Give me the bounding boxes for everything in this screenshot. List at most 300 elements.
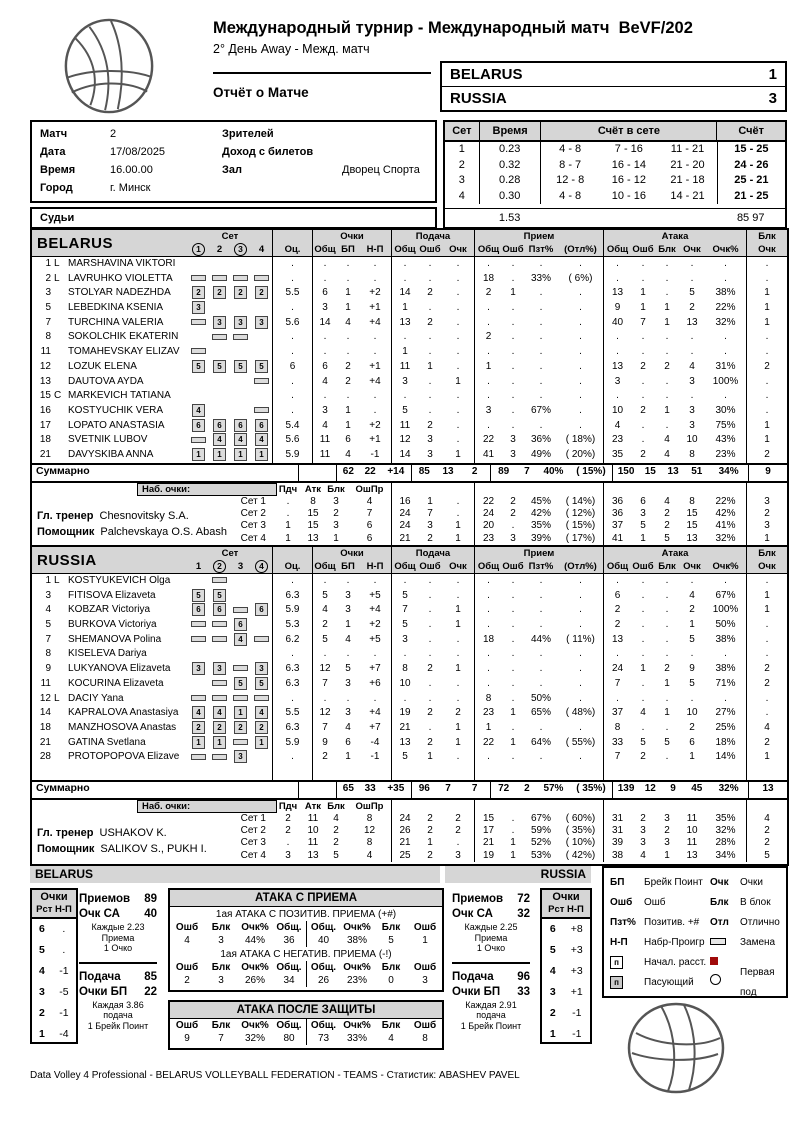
rotation-number: 1 xyxy=(38,1028,45,1040)
player-name: FITISOVA Elizaveta xyxy=(68,589,156,601)
reception-cell: 57% xyxy=(543,782,564,794)
first-serve-circle-icon: 2 xyxy=(213,560,226,573)
attack-cell: . xyxy=(665,604,669,616)
referees-box: Судьи xyxy=(30,207,437,229)
legend-description: Начал. расст. xyxy=(644,957,707,968)
player-set-cell xyxy=(188,736,209,751)
substitution-icon xyxy=(254,636,269,642)
attack-cell: 50% xyxy=(715,619,736,631)
attack-after-defense-title: АТАКА ПОСЛЕ ЗАЩИТЫ xyxy=(170,1002,442,1019)
attack-cell: . xyxy=(724,692,727,704)
attack-cell: 32% xyxy=(715,825,736,837)
points-cell: 6 xyxy=(345,434,351,446)
breakpoints-value: 22 xyxy=(144,985,157,998)
player-role: L xyxy=(54,272,60,284)
player-set-cell xyxy=(230,286,251,301)
stat-group-label: Подача xyxy=(391,230,474,243)
lineup-position-icon: 4 xyxy=(192,404,205,417)
stat-group-label: Атака xyxy=(603,230,746,243)
attack-cell: 24 xyxy=(603,662,631,677)
reception-cell: 20 xyxy=(474,520,502,532)
assistant-coach-line xyxy=(37,843,207,855)
reception-cell: . xyxy=(511,721,515,733)
player-name: PROTOPOPOVA Elizave xyxy=(68,751,180,763)
lineup-position-icon: 5 xyxy=(213,589,226,602)
rotation-value: +1 xyxy=(570,986,583,998)
stat-col-header: (Отл%) xyxy=(564,561,597,572)
player-set-cell xyxy=(209,765,230,780)
attack-cell: 3 xyxy=(664,812,670,824)
player-rating: 6.2 xyxy=(272,633,312,648)
player-number: 2 xyxy=(45,272,51,284)
attack-cell: 2 xyxy=(640,448,646,460)
substitution-icon xyxy=(233,695,248,701)
rotation-number: 6 xyxy=(549,923,556,935)
set-number: 2 xyxy=(458,158,465,171)
serve-cell: . xyxy=(456,751,460,763)
serve-cell: 2 xyxy=(427,825,433,837)
attack-cell: . xyxy=(724,390,727,402)
player-row xyxy=(32,589,787,604)
player-set-cell xyxy=(209,603,230,618)
stat-group-label: Подача xyxy=(391,547,474,560)
legend-abbr xyxy=(610,973,644,993)
points-cell: 4 xyxy=(312,603,337,618)
nab-cell: 1 xyxy=(285,532,291,544)
player-set-cell xyxy=(251,448,272,463)
note-line: подача xyxy=(476,1010,506,1020)
breakpoints-line xyxy=(452,985,530,1000)
player-row xyxy=(32,375,787,390)
player-set-cell xyxy=(209,345,230,360)
attack-cell: 38% xyxy=(715,287,736,299)
player-rating: 6.3 xyxy=(272,589,312,604)
nab-cell: 11 xyxy=(307,837,319,849)
serve-cell: . xyxy=(456,677,460,689)
substitution-icon xyxy=(191,695,206,701)
reception-cell: 23 xyxy=(474,533,502,545)
attack-cell: . xyxy=(665,419,669,431)
attack-col-header: Ошб xyxy=(413,1020,437,1031)
nab-cell: . xyxy=(286,837,290,849)
player-set-cell xyxy=(209,330,230,345)
block-cell: . xyxy=(746,389,787,404)
reception-cell: . xyxy=(474,589,502,604)
note-line: Приема xyxy=(474,932,508,943)
reception-cell: . xyxy=(579,331,582,343)
points-cell: . xyxy=(346,346,350,358)
attack-cell: 2 xyxy=(689,604,695,616)
stat-col-header: Ошб xyxy=(632,244,654,255)
partials-col-header: Счёт в сете xyxy=(540,122,716,140)
player-role xyxy=(54,633,67,648)
player-role xyxy=(54,345,67,360)
serve-cell: . xyxy=(428,633,432,645)
player-set-cell xyxy=(188,301,209,316)
player-set-cell xyxy=(209,419,230,434)
attack-cell: . xyxy=(724,331,727,343)
player-role xyxy=(54,721,67,736)
attack-value: 34 xyxy=(283,975,295,986)
attack-value: 4 xyxy=(184,935,190,946)
set-col-header: Сет xyxy=(452,125,472,137)
attack-cell: 7 xyxy=(640,316,646,328)
serve-cell: . xyxy=(428,272,432,284)
reception-cell: 2 xyxy=(510,508,516,520)
reception-cell: 44% xyxy=(530,633,551,645)
first-serve-icon xyxy=(710,974,721,985)
reception-cell: . xyxy=(511,812,515,824)
reception-cell: . xyxy=(579,404,582,416)
serves-line xyxy=(79,970,157,985)
reception-cell: 45% xyxy=(530,495,551,507)
lineup-position-icon: 1 xyxy=(192,736,205,749)
player-number: 4 xyxy=(45,604,51,616)
player-set-cell xyxy=(188,662,209,677)
block-cell: . xyxy=(746,574,787,589)
attack-cell: 4 xyxy=(664,448,670,460)
legend-description: Брейк Поинт xyxy=(644,877,703,888)
player-number: 11 xyxy=(40,677,51,689)
attack-cell xyxy=(705,765,746,780)
attack-cell: 1 xyxy=(640,532,646,544)
set-partial-score: 11 - 21 xyxy=(670,143,705,155)
set-breakdown-label: Сет 4 xyxy=(240,849,266,861)
set-partials xyxy=(540,173,717,189)
player-name: LAVRUHKO VIOLETTA xyxy=(68,272,173,284)
russia-stats-table xyxy=(30,545,789,866)
stat-group-label: Очки xyxy=(312,547,391,560)
player-rating: 5.3 xyxy=(272,618,312,633)
reception-cell: ( 55%) xyxy=(565,736,596,748)
player-rating xyxy=(298,782,336,798)
attack-cell: 5 xyxy=(640,736,646,748)
reception-cell: . xyxy=(474,257,502,272)
points-cell: +2 xyxy=(369,287,381,299)
set-partials xyxy=(540,158,717,174)
reception-cell xyxy=(474,765,502,780)
block-cell: 2 xyxy=(746,736,787,751)
attack-cell: 4 xyxy=(689,589,695,601)
nab-col-header: Пдч xyxy=(278,483,298,495)
set-partial-score: 16 - 12 xyxy=(611,174,646,186)
attack-cell: . xyxy=(641,375,645,387)
attack-value: 3 xyxy=(218,975,224,986)
points-cell: 3 xyxy=(345,677,351,689)
points-cell: . xyxy=(346,331,350,343)
nab-cell: 1 xyxy=(285,520,291,532)
player-name: MARKEVICH TATIANA xyxy=(68,390,171,402)
player-set-cell xyxy=(251,692,272,707)
lineup-position-icon: 3 xyxy=(234,750,247,763)
rotation-number: 2 xyxy=(549,1007,556,1019)
player-set-cell xyxy=(188,360,209,375)
reception-cell: 1 xyxy=(474,721,502,736)
attack-cell: 4 xyxy=(603,419,631,434)
stat-col-header: Ошб xyxy=(502,561,524,572)
nab-cell: 3 xyxy=(333,520,339,532)
player-row xyxy=(32,736,787,751)
attack-values-row xyxy=(170,934,442,947)
stat-col-header: БП xyxy=(341,244,355,255)
substitution-icon xyxy=(191,754,206,760)
nab-cell: 3 xyxy=(333,495,339,507)
serve-cell: 11 xyxy=(391,360,418,375)
lineup-position-icon: 6 xyxy=(234,419,247,432)
player-name: SOKOLCHIK EKATERIN xyxy=(68,331,179,343)
player-name: KOSTYUCHIK VERA xyxy=(68,404,164,416)
receptions-value: 89 xyxy=(144,893,157,905)
attack-cell: 41 xyxy=(603,533,631,545)
attack-cell: 18% xyxy=(715,736,736,748)
player-name: KOSTYUKEVICH Olga xyxy=(68,575,171,586)
attack-cell: 7 xyxy=(603,750,631,765)
attack-cell: 10 xyxy=(686,434,698,446)
block-cell: . xyxy=(746,633,787,648)
player-set-cell xyxy=(230,257,251,272)
player-rating: . xyxy=(272,692,312,707)
block-cell: . xyxy=(746,692,787,707)
reception-cell: ( 10%) xyxy=(565,837,596,849)
legend-description: Набр-Проигр xyxy=(644,937,705,948)
player-name: LOPATO ANASTASIA xyxy=(68,419,165,431)
attack-cell: 38% xyxy=(715,633,736,645)
legend-row xyxy=(610,933,782,953)
attack-value: 3 xyxy=(422,975,428,986)
player-set-cell xyxy=(188,448,209,463)
attack-cell: 40 xyxy=(603,316,631,331)
player-set-cell xyxy=(230,574,251,589)
legend-abbr: Блк xyxy=(710,897,729,908)
reception-cell: . xyxy=(474,618,502,633)
nab-cell: 4 xyxy=(333,812,339,824)
match-info-row xyxy=(32,161,435,179)
reception-cell: . xyxy=(579,287,582,299)
serve-cell: . xyxy=(456,331,460,343)
player-name: BURKOVA Victoriya xyxy=(68,619,157,631)
serve-cell: 1 xyxy=(391,345,418,360)
points-cell: 5 xyxy=(312,633,337,648)
bottom-russia-bar: RUSSIA xyxy=(445,866,591,883)
lineup-position-icon: 6 xyxy=(213,419,226,432)
player-name: STOLYAR NADEZHDA xyxy=(68,287,171,299)
stat-col-header: Н-П xyxy=(366,244,384,255)
rotation-points-row xyxy=(542,1003,590,1024)
reception-cell: 17 xyxy=(474,825,502,837)
nab-cell: 1 xyxy=(333,532,339,544)
player-rating: 5.4 xyxy=(272,419,312,434)
attack-col-header: Очк% xyxy=(241,962,269,973)
attack-cell: 13 xyxy=(686,849,698,861)
legend-abbr: Очк xyxy=(710,877,729,888)
reception-cell: 2 xyxy=(510,495,516,507)
serve-cell: . xyxy=(428,589,432,601)
reception-cell: 2 xyxy=(474,330,502,345)
attack-value: 32% xyxy=(244,1033,265,1044)
attack-col-header: Блк xyxy=(211,1020,231,1031)
time-col-header: Время xyxy=(479,122,541,140)
legend-description: Ошб xyxy=(644,897,666,908)
set-breakdown-row xyxy=(32,813,787,825)
serve-cell: . xyxy=(456,316,460,328)
set-partial-score: 8 - 7 xyxy=(559,158,582,171)
assistant-coach-name: SALIKOV S., PUKH I. xyxy=(100,842,207,855)
attack-value: 73 xyxy=(306,1032,340,1045)
reception-cell xyxy=(558,765,603,780)
reception-cell: . xyxy=(539,390,543,402)
lineup-position-icon: 6 xyxy=(255,419,268,432)
player-set-cell xyxy=(251,765,272,780)
player-name: DACIY Yana xyxy=(68,692,124,704)
attack-cell: 14% xyxy=(715,751,736,763)
set-group-label: Сет xyxy=(221,231,239,242)
player-set-cell xyxy=(251,721,272,736)
reception-cell: 72 xyxy=(490,782,517,798)
attack-cell: . xyxy=(641,434,645,446)
player-number: 15 xyxy=(39,390,51,402)
reception-cell: 65% xyxy=(530,707,551,719)
rotation-points-row xyxy=(542,982,590,1003)
points-cell: . xyxy=(346,575,350,586)
points-cell: -1 xyxy=(370,448,380,460)
stat-col-header: Общ xyxy=(312,560,337,573)
points-cell: 5 xyxy=(345,663,351,675)
player-role xyxy=(54,706,67,721)
attack-cell: 3 xyxy=(640,825,646,837)
nab-cell: 6 xyxy=(366,520,373,532)
attack-cell: . xyxy=(690,648,694,660)
substitution-icon xyxy=(191,348,206,354)
points-cell: 1 xyxy=(345,302,351,314)
attack-cell: 5 xyxy=(664,532,670,544)
player-set-cell xyxy=(188,272,209,287)
points-cell: 7 xyxy=(312,721,337,736)
attack-cell: 1 xyxy=(664,404,670,416)
player-set-cell xyxy=(188,589,209,604)
player-role xyxy=(54,316,67,331)
attack-values-row xyxy=(170,1032,442,1045)
sideout-label: Очк СА xyxy=(452,908,493,920)
reception-cell: . xyxy=(579,419,582,431)
legend-row xyxy=(610,913,782,933)
serve-cell: 1 xyxy=(427,837,433,849)
attack-cell: . xyxy=(690,272,694,284)
report-label: Отчёт о Матче xyxy=(213,72,431,100)
reception-cell: . xyxy=(539,316,543,328)
note-line: Каждые 2.25 xyxy=(464,922,518,932)
attack-col-header: Блк xyxy=(211,962,231,973)
stat-col-header: (Отл%) xyxy=(564,244,597,255)
stat-group-label: Прием xyxy=(474,547,603,560)
attack-cell: 1 xyxy=(664,302,670,314)
nab-col-header: ОшПр xyxy=(355,483,384,495)
player-set-cell xyxy=(188,677,209,692)
attack-cell: 28% xyxy=(715,837,736,849)
breakpoints-label: Очки БП xyxy=(452,985,501,998)
attack-value: 33% xyxy=(346,1033,367,1044)
team-summary-row xyxy=(32,780,787,800)
attack-cell: 31% xyxy=(715,360,736,372)
player-set-cell xyxy=(251,316,272,331)
player-role xyxy=(54,589,67,604)
substitution-icon xyxy=(212,695,227,701)
attack-cell: 15 xyxy=(644,465,656,477)
set-time: 0.32 xyxy=(479,158,540,174)
attack-cell: 13 xyxy=(603,360,631,375)
reception-cell: . xyxy=(539,346,543,358)
note-line: 1 Очко xyxy=(476,943,506,953)
points-cell: . xyxy=(346,258,350,269)
serve-cell: 2 xyxy=(427,663,433,675)
serve-cell: . xyxy=(428,677,432,689)
nab-cell: 7 xyxy=(366,508,373,520)
points-table-subtitle: Рст Н-П xyxy=(542,904,590,919)
nab-col-header: ОшПр xyxy=(355,800,384,812)
rotation-value: -4 xyxy=(59,1028,69,1040)
serve-cell: 3 xyxy=(391,633,418,648)
sideout-points-line xyxy=(452,907,530,922)
player-set-cell xyxy=(251,360,272,375)
stat-col-header: Очк xyxy=(683,561,701,572)
attack-cell: 2 xyxy=(664,360,670,372)
player-rating: 5.5 xyxy=(272,706,312,721)
attack-header-row xyxy=(170,921,442,934)
player-set-cell xyxy=(251,257,272,272)
serve-cell xyxy=(418,765,442,780)
player-set-cell xyxy=(251,589,272,604)
attack-cell: . xyxy=(641,346,645,358)
attack-cell: 6 xyxy=(603,589,631,604)
set-result-row xyxy=(445,173,785,189)
assistant-coach-name: Palchevskaya O.S. Abash xyxy=(100,525,227,538)
reception-cell: . xyxy=(539,360,543,372)
attack-cell: 36 xyxy=(603,496,631,508)
volleyball-logo xyxy=(60,16,158,116)
player-number: 21 xyxy=(39,736,51,748)
attack-cell: 32% xyxy=(718,782,739,794)
player-name: DAVYSKIBA ANNA xyxy=(68,448,154,460)
reception-cell: . xyxy=(579,302,582,314)
player-set-cell xyxy=(230,589,251,604)
attack-cell: 3 xyxy=(689,404,695,416)
reception-cell: . xyxy=(474,301,502,316)
receptions-label: Приемов xyxy=(79,893,131,905)
set-breakdown-label: Сет 4 xyxy=(240,532,266,544)
reception-cell: . xyxy=(474,662,502,677)
player-set-cell xyxy=(251,706,272,721)
points-cell: 1 xyxy=(345,287,351,299)
reception-cell: 3 xyxy=(510,448,516,460)
attack-cell: 1 xyxy=(664,707,670,719)
stat-group-label: Очки xyxy=(312,230,391,243)
serve-cell: 2 xyxy=(427,849,433,861)
points-cell: +2 xyxy=(369,419,381,431)
substitution-icon xyxy=(212,754,227,760)
attack-cell: 32% xyxy=(715,532,736,544)
player-number: 21 xyxy=(39,448,51,460)
player-row xyxy=(32,662,787,677)
serve-cell: 26 xyxy=(391,825,418,837)
team-summary-row xyxy=(32,463,787,483)
attack-after-defense-box xyxy=(168,1000,444,1050)
attack-cell: 7 xyxy=(603,677,631,692)
nab-col-header: Атк xyxy=(304,483,322,495)
reception-cell: . xyxy=(539,302,543,314)
points-cell: . xyxy=(312,647,337,662)
set-points-breakdown xyxy=(32,483,787,548)
attack-cell: 139 xyxy=(612,782,639,798)
reception-cell: ( 11%) xyxy=(566,633,595,645)
